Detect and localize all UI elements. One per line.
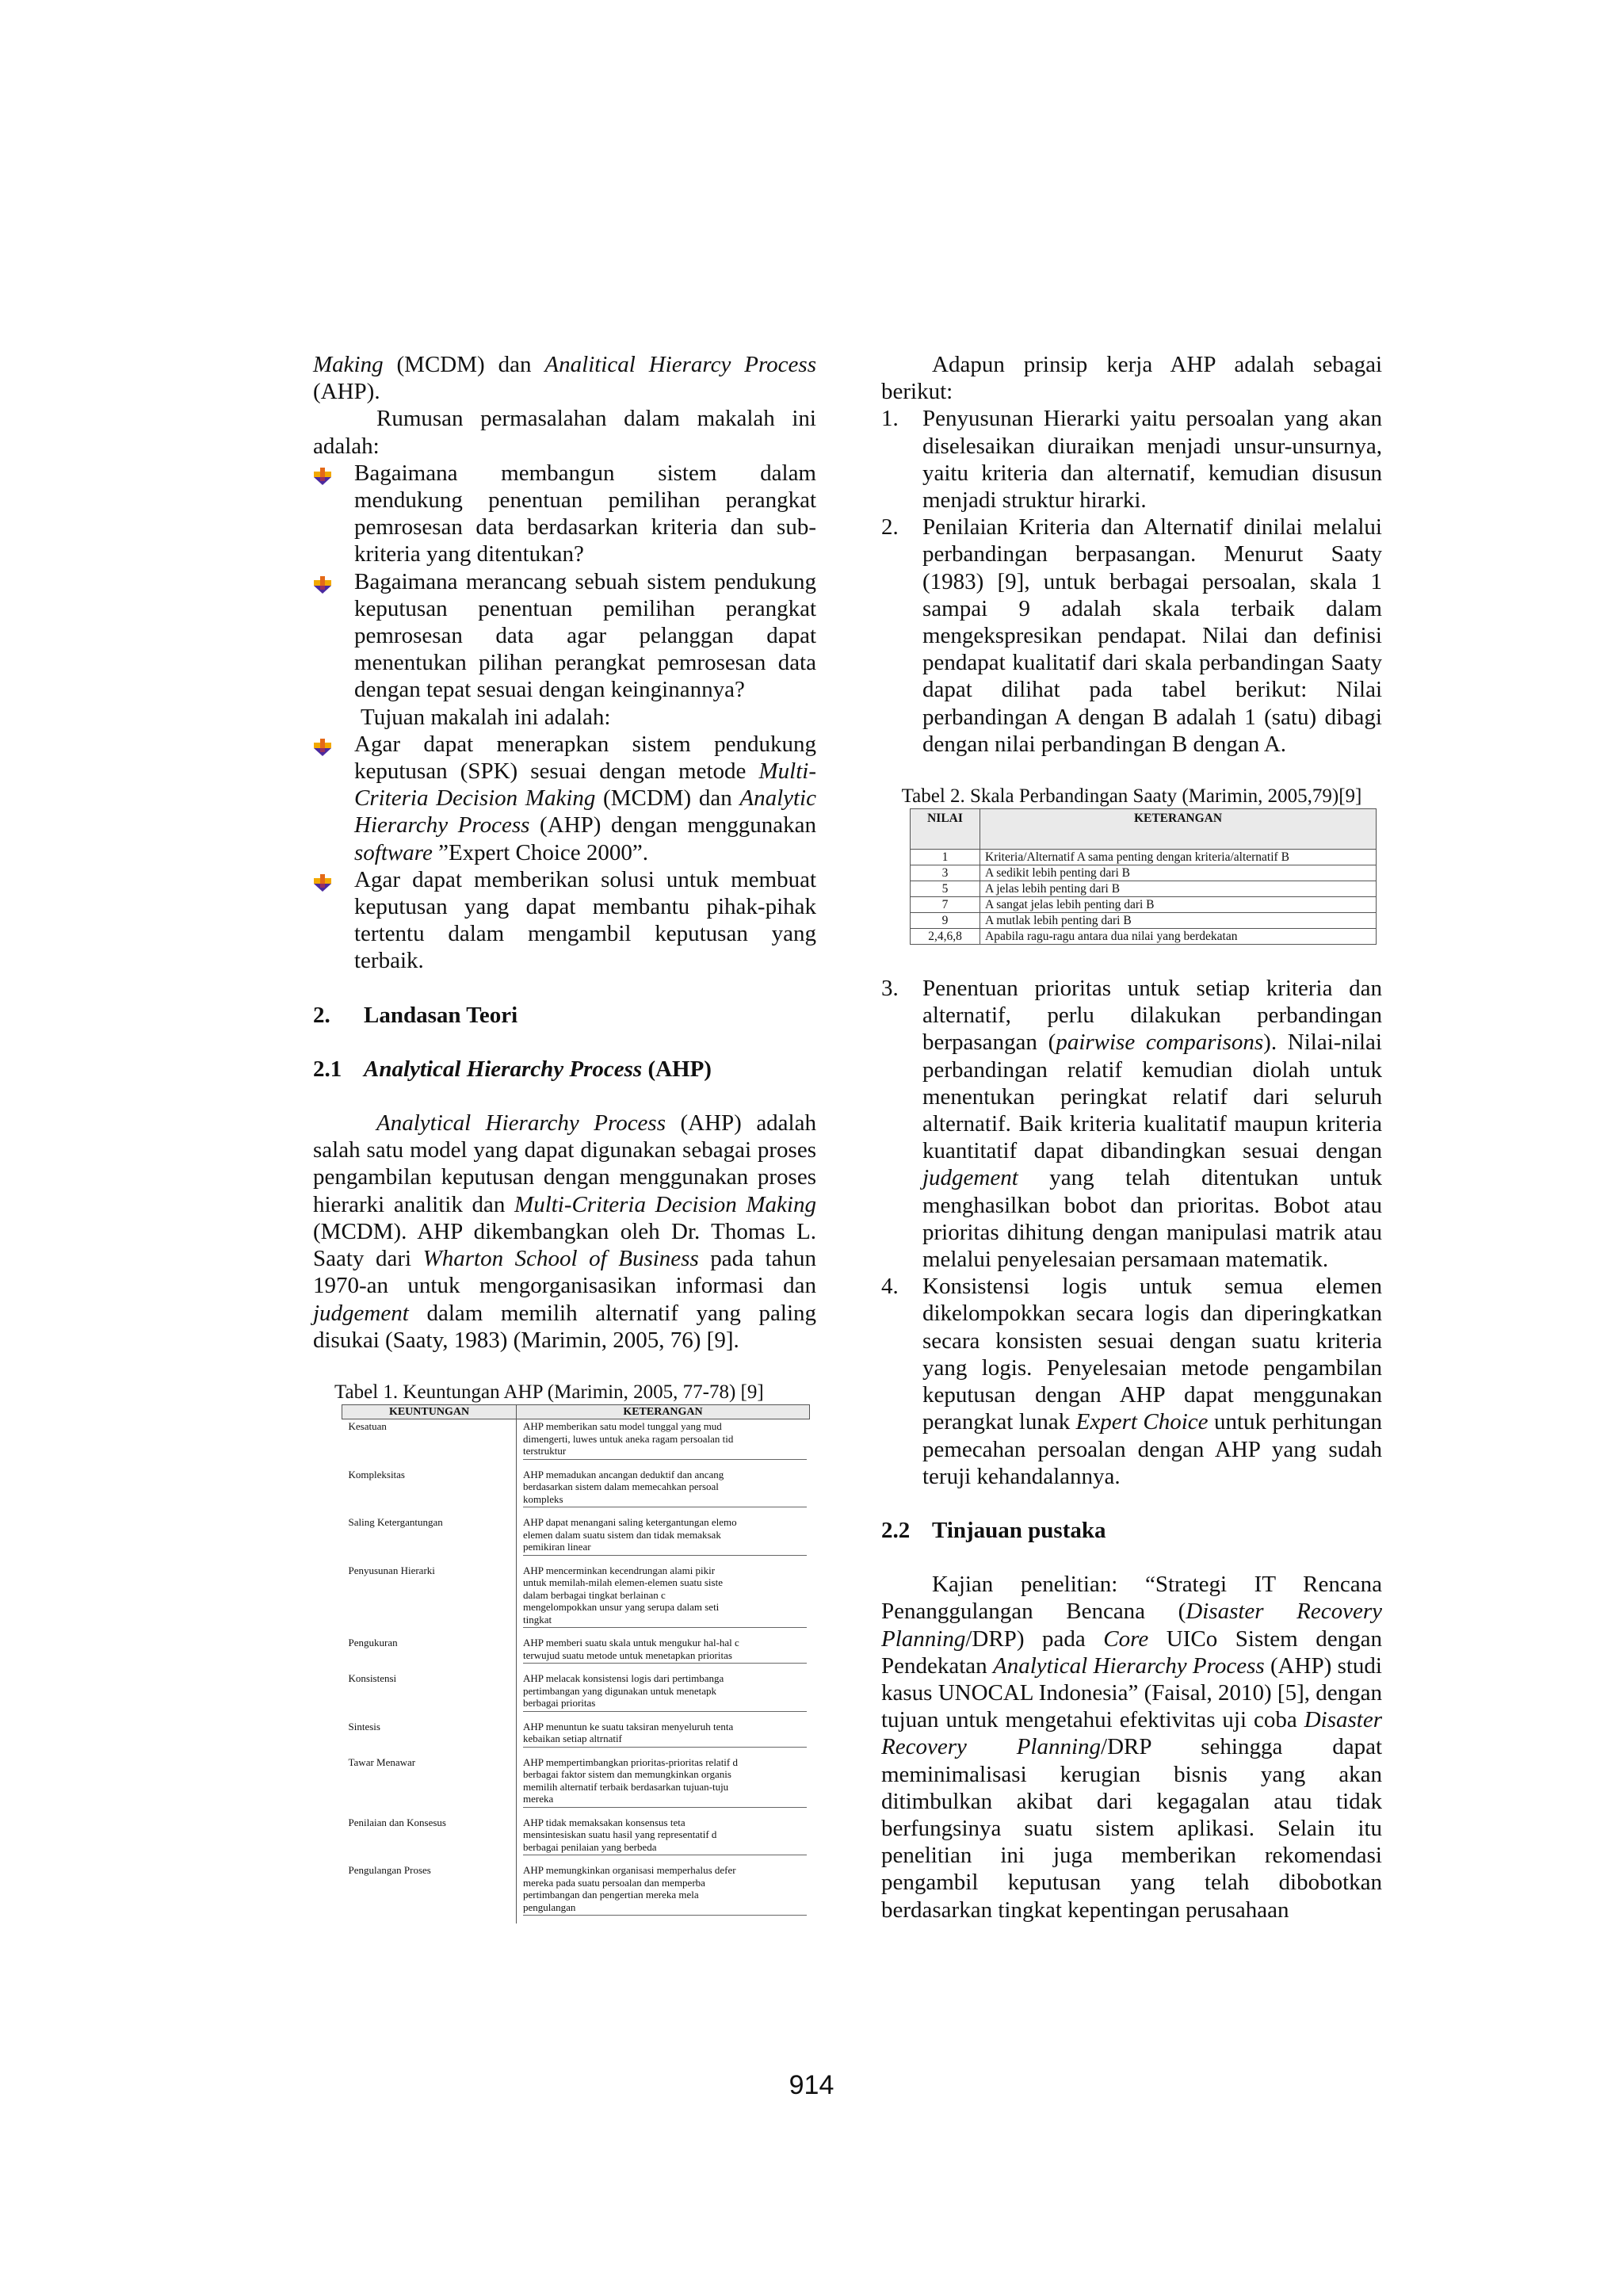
list-item: 4. Konsistensi logis untuk semua elemen dikelompokkan secara logis dan diperingkatkan secara konsisten sesuai dengan suatu kriteria yang logis. Penyelesaian metode pengambilan keputusan dengan AHP dapat menggunakan perangkat lunak Expert Choice untuk perhitungan pemecahan persoalan dengan AHP yang sudah teruji kehandalannya. xyxy=(881,1274,1382,1489)
table-cell-keterangan xyxy=(517,1515,810,1564)
bullet-text: Agar dapat menerapkan sistem pendukung keputusan (SPK) sesuai dengan metode Multi-Criteria Decision Making (MCDM) dan Analytic Hierarchy Process (AHP) dengan menggunakan software ”Expert Choice 2000”. xyxy=(354,731,816,865)
table-cell-line: terwujud suatu metode untuk menetapkan prioritas xyxy=(523,1648,732,1661)
table-row xyxy=(342,1671,810,1720)
table-cell-keuntungan: Sintesis xyxy=(348,1720,380,1733)
kajian-paragraph: Kajian penelitian: “Strategi IT Rencana Penanggulangan Bencana (Disaster Recovery Planning/DRP) pada Core UICo Sistem dengan Pendekatan Analytical Hierarchy Process (AHP) studi kasus UNOCAL Indonesia” (Faisal, 2010) [5], dengan tujuan untuk mengetahui efektivitas uji coba Disaster Recovery Planning/DRP sehingga dapat meminimalisasi kerugian bisnis yang akan ditimbulkan akibat dari kegagalan atau tidak berfungsinya suatu sistem aplikasi. Selain itu penelitian ini juga memberikan rekomendasi pengambil keputusan yang telah dibobotkan berdasarkan tingkat kepentingan perusahaan xyxy=(881,1572,1382,1923)
table-cell-keuntungan: Penilaian dan Konsesus xyxy=(348,1816,446,1828)
list-item: 1. Penyusunan Hierarki yaitu persoalan yang akan diselesaikan diuraikan menjadi unsur-unsurnya, yaitu kriteria dan alternatif, kemudian disusun menjadi struktur hirarki. xyxy=(881,406,1382,514)
table-cell-line: terstruktur xyxy=(523,1445,567,1457)
table-cell-line: untuk memilah-milah elemen-elemen suatu siste xyxy=(523,1576,723,1589)
table-cell-keterangan xyxy=(517,1755,810,1816)
table-cell-line: mereka pada suatu persoalan dan memperba xyxy=(523,1876,705,1889)
table-row xyxy=(342,1863,810,1924)
table-cell-keuntungan: Saling Ketergantungan xyxy=(348,1516,443,1529)
table-cell-keterangan xyxy=(517,1720,810,1755)
table-row: 2,4,6,8 Apabila ragu-ragu antara dua nilai yang berdekatan xyxy=(911,929,1377,945)
table-cell-line: berbagai penilaian yang berbeda xyxy=(523,1840,657,1853)
table-cell-keuntungan: Pengukuran xyxy=(348,1637,398,1649)
table-cell-line: memilih alternatif terbaik berdasarkan tujuan-tuju xyxy=(523,1780,729,1793)
table-cell-keterangan xyxy=(517,1419,810,1468)
table-header: NILAI xyxy=(911,809,980,850)
table2-caption: Tabel 2. Skala Perbandingan Saaty (Marimin, 2005,79)[9] xyxy=(901,785,1362,808)
table-cell-line: tingkat xyxy=(523,1613,552,1626)
rumusan-intro: Rumusan permasalahan dalam makalah ini adalah: xyxy=(313,406,816,459)
table-row xyxy=(342,1468,810,1516)
ahp-paragraph: Analytical Hierarchy Process (AHP) adalah salah satu model yang dapat digunakan sebagai proses pengambilan keputusan dengan menggunakan proses hierarki analitik dan Multi-Criteria Decision Making (MCDM). AHP dikembangkan oleh Dr. Thomas L. Saaty dari Wharton School of Business pada tahun 1970-an untuk mengorganisasikan informasi dan judgement dalam memilih alternatif yang paling disukai (Saaty, 1983) (Marimin, 2005, 76) [9]. xyxy=(313,1110,816,1353)
table-cell-line: mensintesiskan suatu hasil yang representatif d xyxy=(523,1828,717,1841)
list-item xyxy=(313,866,816,975)
section-heading: 2.1 Analytical Hierarchy Process (AHP) xyxy=(313,1056,712,1082)
table1 xyxy=(342,1404,810,1924)
table-row: 9 A mutlak lebih penting dari B xyxy=(911,913,1377,929)
section-heading: 2.2 Tinjauan pustaka xyxy=(881,1517,1106,1543)
table-cell-line: AHP memberi suatu skala untuk mengukur hal-hal c xyxy=(523,1637,739,1649)
table-cell-keuntungan: Kompleksitas xyxy=(348,1468,405,1480)
table-cell-line: AHP mempertimbangkan prioritas-prioritas relatif d xyxy=(523,1755,739,1768)
table-cell-line: AHP dapat menangani saling ketergantungan elemo xyxy=(523,1516,737,1529)
table-cell-line: AHP memberikan satu model tunggal yang mud xyxy=(523,1420,722,1433)
table-cell-keterangan xyxy=(517,1816,810,1864)
tujuan-intro: Tujuan makalah ini adalah: xyxy=(361,704,611,730)
table-cell-line: mengelompokkan unsur yang serupa dalam seti xyxy=(523,1601,720,1614)
table-cell-line: AHP memungkinkan organisasi memperhalus defer xyxy=(523,1864,736,1877)
intro-paragraph: Making (MCDM) dan Analitical Hierarcy Process (AHP). xyxy=(313,352,816,405)
table-row xyxy=(342,1720,810,1755)
table-cell-line: berbagai faktor sistem dan memungkinkan organis xyxy=(523,1768,731,1781)
table-cell-line: kebaikan setiap altrnatif xyxy=(523,1733,622,1745)
left-column xyxy=(313,351,816,1924)
table-cell-line: berbagai prioritas xyxy=(523,1697,596,1710)
table-row: 7 A sangat jelas lebih penting dari B xyxy=(911,897,1377,913)
table-cell-keterangan xyxy=(517,1671,810,1720)
table-cell-keuntungan: Tawar Menawar xyxy=(348,1755,416,1768)
table-cell-line: pertimbangan yang digunakan untuk menetapk xyxy=(523,1684,717,1697)
table-cell-line: AHP mencerminkan kecendrungan alami pikir xyxy=(523,1564,716,1576)
table-cell-line: berdasarkan sistem dalam memecahkan persoal xyxy=(523,1480,719,1493)
page-number: 914 xyxy=(789,2070,834,2100)
table-cell-keuntungan: Penyusunan Hierarki xyxy=(348,1564,435,1576)
list-item xyxy=(313,568,816,704)
table-cell-keuntungan: Kesatuan xyxy=(348,1420,387,1433)
bullet-text: Agar dapat memberikan solusi untuk membuat keputusan yang dapat membantu pihak-pihak tertentu dalam mengambil keputusan yang terbaik. xyxy=(354,866,816,974)
table-cell-line: dalam berbagai tingkat berlainan c xyxy=(523,1588,666,1601)
table-cell-keterangan xyxy=(517,1468,810,1516)
table-header: KETERANGAN xyxy=(517,1404,810,1419)
table-row: 5 A jelas lebih penting dari B xyxy=(911,881,1377,897)
table-cell-keuntungan: Konsistensi xyxy=(348,1672,397,1685)
table-row: 3 A sedikit lebih penting dari B xyxy=(911,865,1377,881)
arrow-bullet-icon xyxy=(313,866,354,898)
prinsip-intro: Adapun prinsip kerja AHP adalah sebagai berikut: xyxy=(881,352,1382,405)
table2 xyxy=(910,808,1377,945)
table-row xyxy=(342,1755,810,1816)
table-row: 1 Kriteria/Alternatif A sama penting dengan kriteria/alternatif B xyxy=(911,850,1377,865)
list-item xyxy=(313,460,816,568)
table-row xyxy=(342,1816,810,1864)
table-row xyxy=(342,1419,810,1468)
list-item: 2. Penilaian Kriteria dan Alternatif dinilai melalui perbandingan berpasangan. Menurut Saaty (1983) [9], untuk berbagai persoalan, skala 1 sampai 9 adalah skala terbaik dalam mengekspresikan pendapat. Nilai dan definisi pendapat kualitatif dari skala perbandingan Saaty dapat dilihat pada tabel berikut: Nilai perbandingan A dengan B adalah 1 (satu) dibagi dengan nilai perbandingan B dengan A. xyxy=(881,514,1382,757)
table-cell-line: kompleks xyxy=(523,1492,563,1505)
arrow-bullet-icon xyxy=(313,568,354,600)
table-cell-line: pemikiran linear xyxy=(523,1541,591,1553)
table-row xyxy=(342,1636,810,1671)
section-heading: 2. Landasan Teori xyxy=(313,1002,518,1028)
table-cell-line: AHP tidak memaksakan konsensus teta xyxy=(523,1816,685,1828)
list-item: 3. Penentuan prioritas untuk setiap kriteria dan alternatif, perlu dilakukan perbandingan berpasangan (pairwise comparisons). Nilai-nilai perbandingan relatif kemudian diolah untuk menentukan peringkat relatif dari seluruh alternatif. Baik kriteria kualitatif maupun kriteria kuantitatif dapat dibandingkan sesuai dengan judgement yang telah ditentukan untuk menghasilkan bobot dan prioritas. Bobot atau prioritas dihitung dengan manipulasi matrik atau melalui penyelesaian persamaan matematik. xyxy=(881,976,1382,1273)
table-cell-line: elemen dalam suatu sistem dan tidak memaksak xyxy=(523,1528,721,1541)
bullet-text: Bagaimana membangun sistem dalam mendukung penentuan pemilihan perangkat pemrosesan data berdasarkan kriteria dan sub-kriteria yang ditentukan? xyxy=(354,460,816,567)
table-cell-line: AHP menuntun ke suatu taksiran menyeluruh tenta xyxy=(523,1720,734,1733)
arrow-bullet-icon xyxy=(313,731,354,762)
table-header: KETERANGAN xyxy=(980,809,1377,850)
table-cell-keterangan xyxy=(517,1636,810,1671)
table-cell-keterangan xyxy=(517,1863,810,1924)
table1-caption: Tabel 1. Keuntungan AHP (Marimin, 2005, 77-78) [9] xyxy=(334,1381,764,1403)
table-cell-keterangan xyxy=(517,1564,810,1637)
bullet-text: Bagaimana merancang sebuah sistem pendukung keputusan penentuan pemilihan perangkat pemrosesan data agar pelanggan dapat menentukan pilihan perangkat pemrosesan data dengan tepat sesuai dengan keinginannya? xyxy=(354,568,816,703)
table-row xyxy=(342,1564,810,1637)
table-cell-line: AHP memadukan ancangan deduktif dan ancang xyxy=(523,1468,724,1480)
table-cell-line: AHP melacak konsistensi logis dari pertimbanga xyxy=(523,1672,724,1685)
table-row xyxy=(342,1515,810,1564)
table-cell-line: pengulangan xyxy=(523,1901,576,1913)
arrow-bullet-icon xyxy=(313,460,354,491)
table-cell-line: pertimbangan dan pengertian mereka mela xyxy=(523,1889,699,1901)
table-cell-line: mereka xyxy=(523,1793,554,1805)
table-header: KEUNTUNGAN xyxy=(342,1404,517,1419)
table-cell-line: dimengerti, luwes untuk aneka ragam persoalan tid xyxy=(523,1432,734,1445)
right-column xyxy=(881,351,1382,1924)
list-item xyxy=(313,731,816,866)
table-cell-keuntungan: Pengulangan Proses xyxy=(348,1864,431,1877)
